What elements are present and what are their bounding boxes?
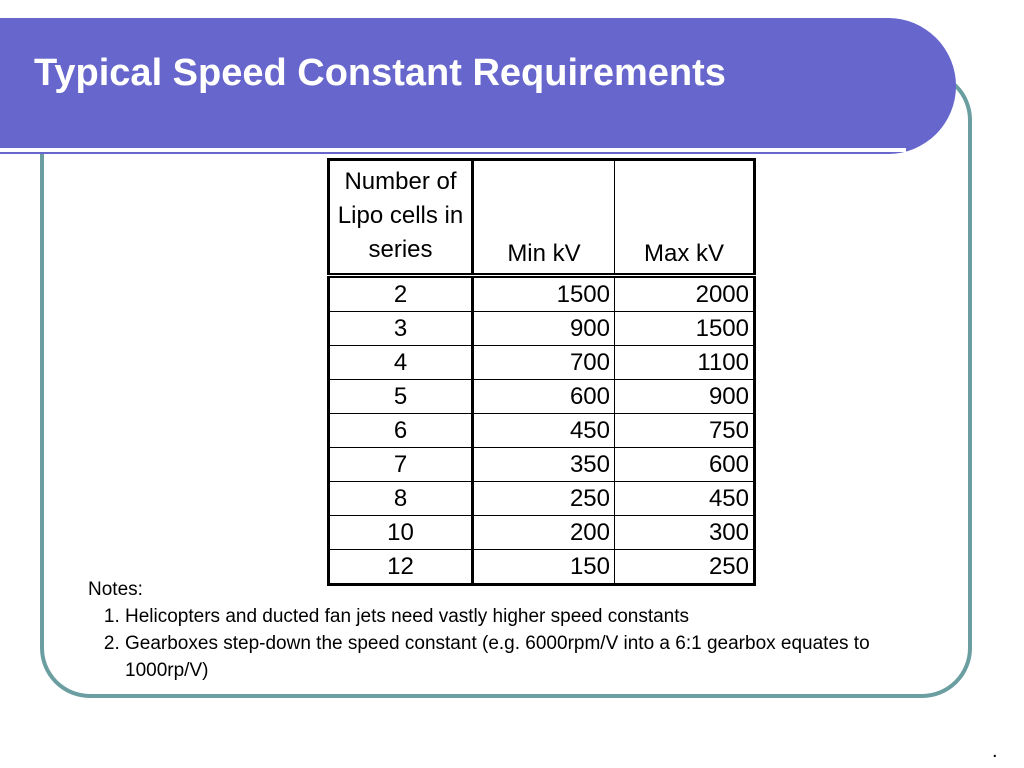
cell-count: 5	[329, 380, 473, 414]
cell-min-kv: 900	[473, 312, 615, 346]
cell-max-kv: 600	[615, 448, 755, 482]
cell-count: 8	[329, 482, 473, 516]
slide-title: Typical Speed Constant Requirements	[34, 52, 726, 94]
cell-count: 2	[329, 276, 473, 312]
cell-max-kv: 900	[615, 380, 755, 414]
table-row	[329, 414, 755, 448]
cell-min-kv: 150	[473, 550, 615, 585]
cell-count: 6	[329, 414, 473, 448]
header-min-kv: Min kV	[473, 160, 615, 276]
cell-max-kv: 1500	[615, 312, 755, 346]
cell-max-kv: 450	[615, 482, 755, 516]
table-row	[329, 482, 755, 516]
note-item: 2. Gearboxes step-down the speed constant (e.g. 6000rpm/V into a 6:1 gearbox equates to 1000rp/V)	[125, 630, 928, 684]
notes-section	[88, 576, 928, 684]
table-row	[329, 380, 755, 414]
table-row	[329, 448, 755, 482]
cell-min-kv: 250	[473, 482, 615, 516]
title-underline	[0, 148, 906, 152]
note-item: 1. Helicopters and ducted fan jets need vastly higher speed constants	[125, 603, 928, 630]
table-row	[329, 276, 755, 312]
corner-mark: .	[992, 740, 998, 762]
cell-max-kv: 1100	[615, 346, 755, 380]
cell-count: 10	[329, 516, 473, 550]
cell-count: 12	[329, 550, 473, 585]
notes-heading: Notes:	[88, 579, 143, 600]
header-cells-in-series: Number of Lipo cells in series	[329, 160, 473, 276]
table-header-row	[329, 160, 755, 276]
cell-max-kv: 2000	[615, 276, 755, 312]
cell-max-kv: 300	[615, 516, 755, 550]
table-row	[329, 346, 755, 380]
cell-min-kv: 700	[473, 346, 615, 380]
header-max-kv: Max kV	[615, 160, 755, 276]
cell-count: 7	[329, 448, 473, 482]
table-row	[329, 312, 755, 346]
cell-count: 3	[329, 312, 473, 346]
cell-max-kv: 250	[615, 550, 755, 585]
cell-min-kv: 350	[473, 448, 615, 482]
table-row	[329, 516, 755, 550]
speed-constant-table	[327, 158, 756, 586]
cell-min-kv: 600	[473, 380, 615, 414]
cell-count: 4	[329, 346, 473, 380]
cell-max-kv: 750	[615, 414, 755, 448]
cell-min-kv: 450	[473, 414, 615, 448]
cell-min-kv: 200	[473, 516, 615, 550]
cell-min-kv: 1500	[473, 276, 615, 312]
notes-list	[88, 603, 928, 684]
